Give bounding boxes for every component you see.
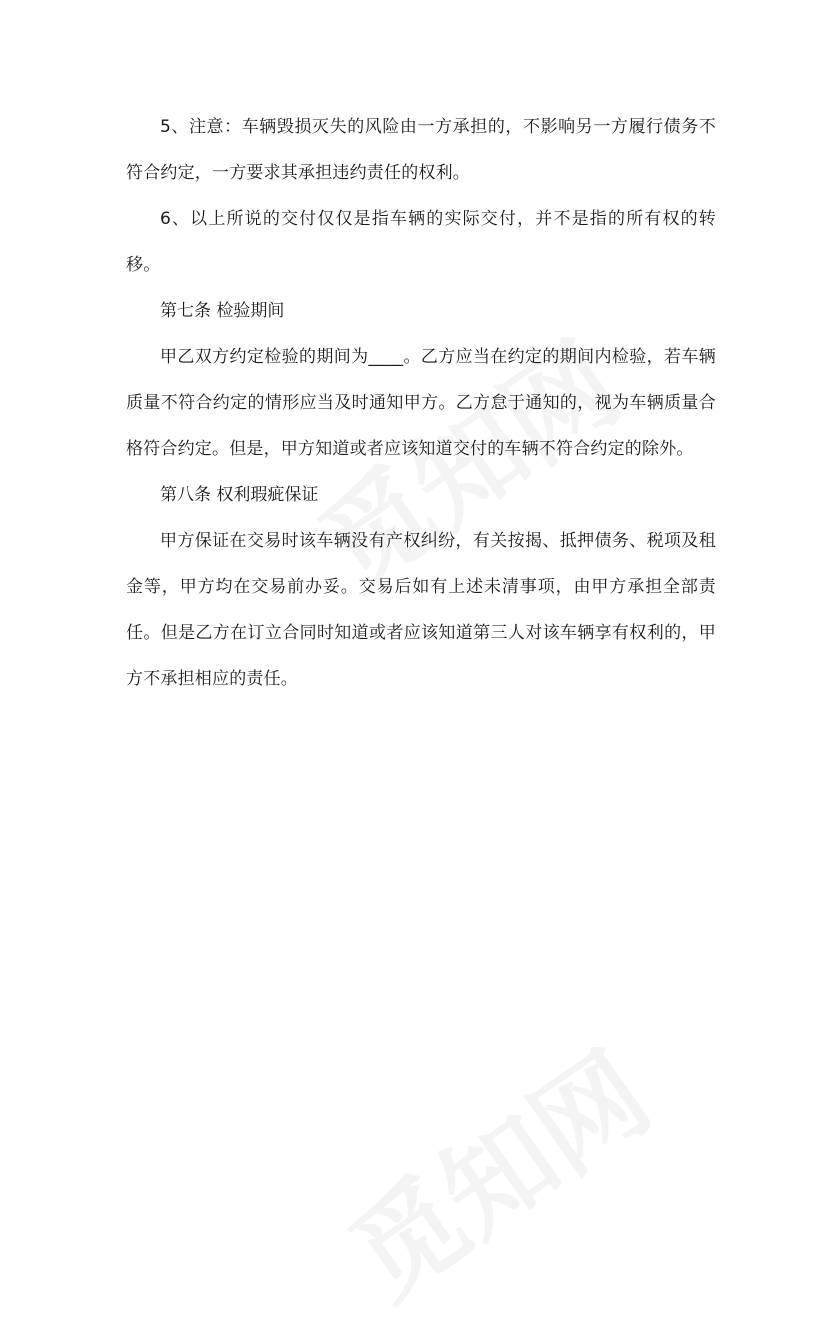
paragraph-title-warranty: 甲方保证在交易时该车辆没有产权纠纷，有关按揭、抵押债务、税项及租金等，甲方均在交易前办妥。交易后如有上述未清事项，由甲方承担全部责任。但是乙方在订立合同时知道或者应该知道第三人对该车辆享有权利的，甲方不承担相应的责任。	[126, 531, 716, 689]
paragraph-inspection-period: 甲乙双方约定检验的期间为____。乙方应当在约定的期间内检验，若车辆质量不符合约定的情形应当及时通知甲方。乙方怠于通知的，视为车辆质量合格符合约定。但是，甲方知道或者应该知道交付的车辆不符合约定的除外。	[126, 347, 716, 459]
document-body	[126, 104, 716, 702]
article-7-heading: 第七条 检验期间	[160, 301, 285, 321]
paragraph-delivery-note: 6、以上所说的交付仅仅是指车辆的实际交付，并不是指的所有权的转移。	[126, 209, 716, 275]
paragraph-risk-note: 5、注意：车辆毁损灭失的风险由一方承担的，不影响另一方履行债务不符合约定，一方要求其承担违约责任的权利。	[126, 117, 716, 183]
article-8-heading: 第八条 权利瑕疵保证	[160, 485, 319, 505]
watermark	[315, 1010, 676, 1328]
